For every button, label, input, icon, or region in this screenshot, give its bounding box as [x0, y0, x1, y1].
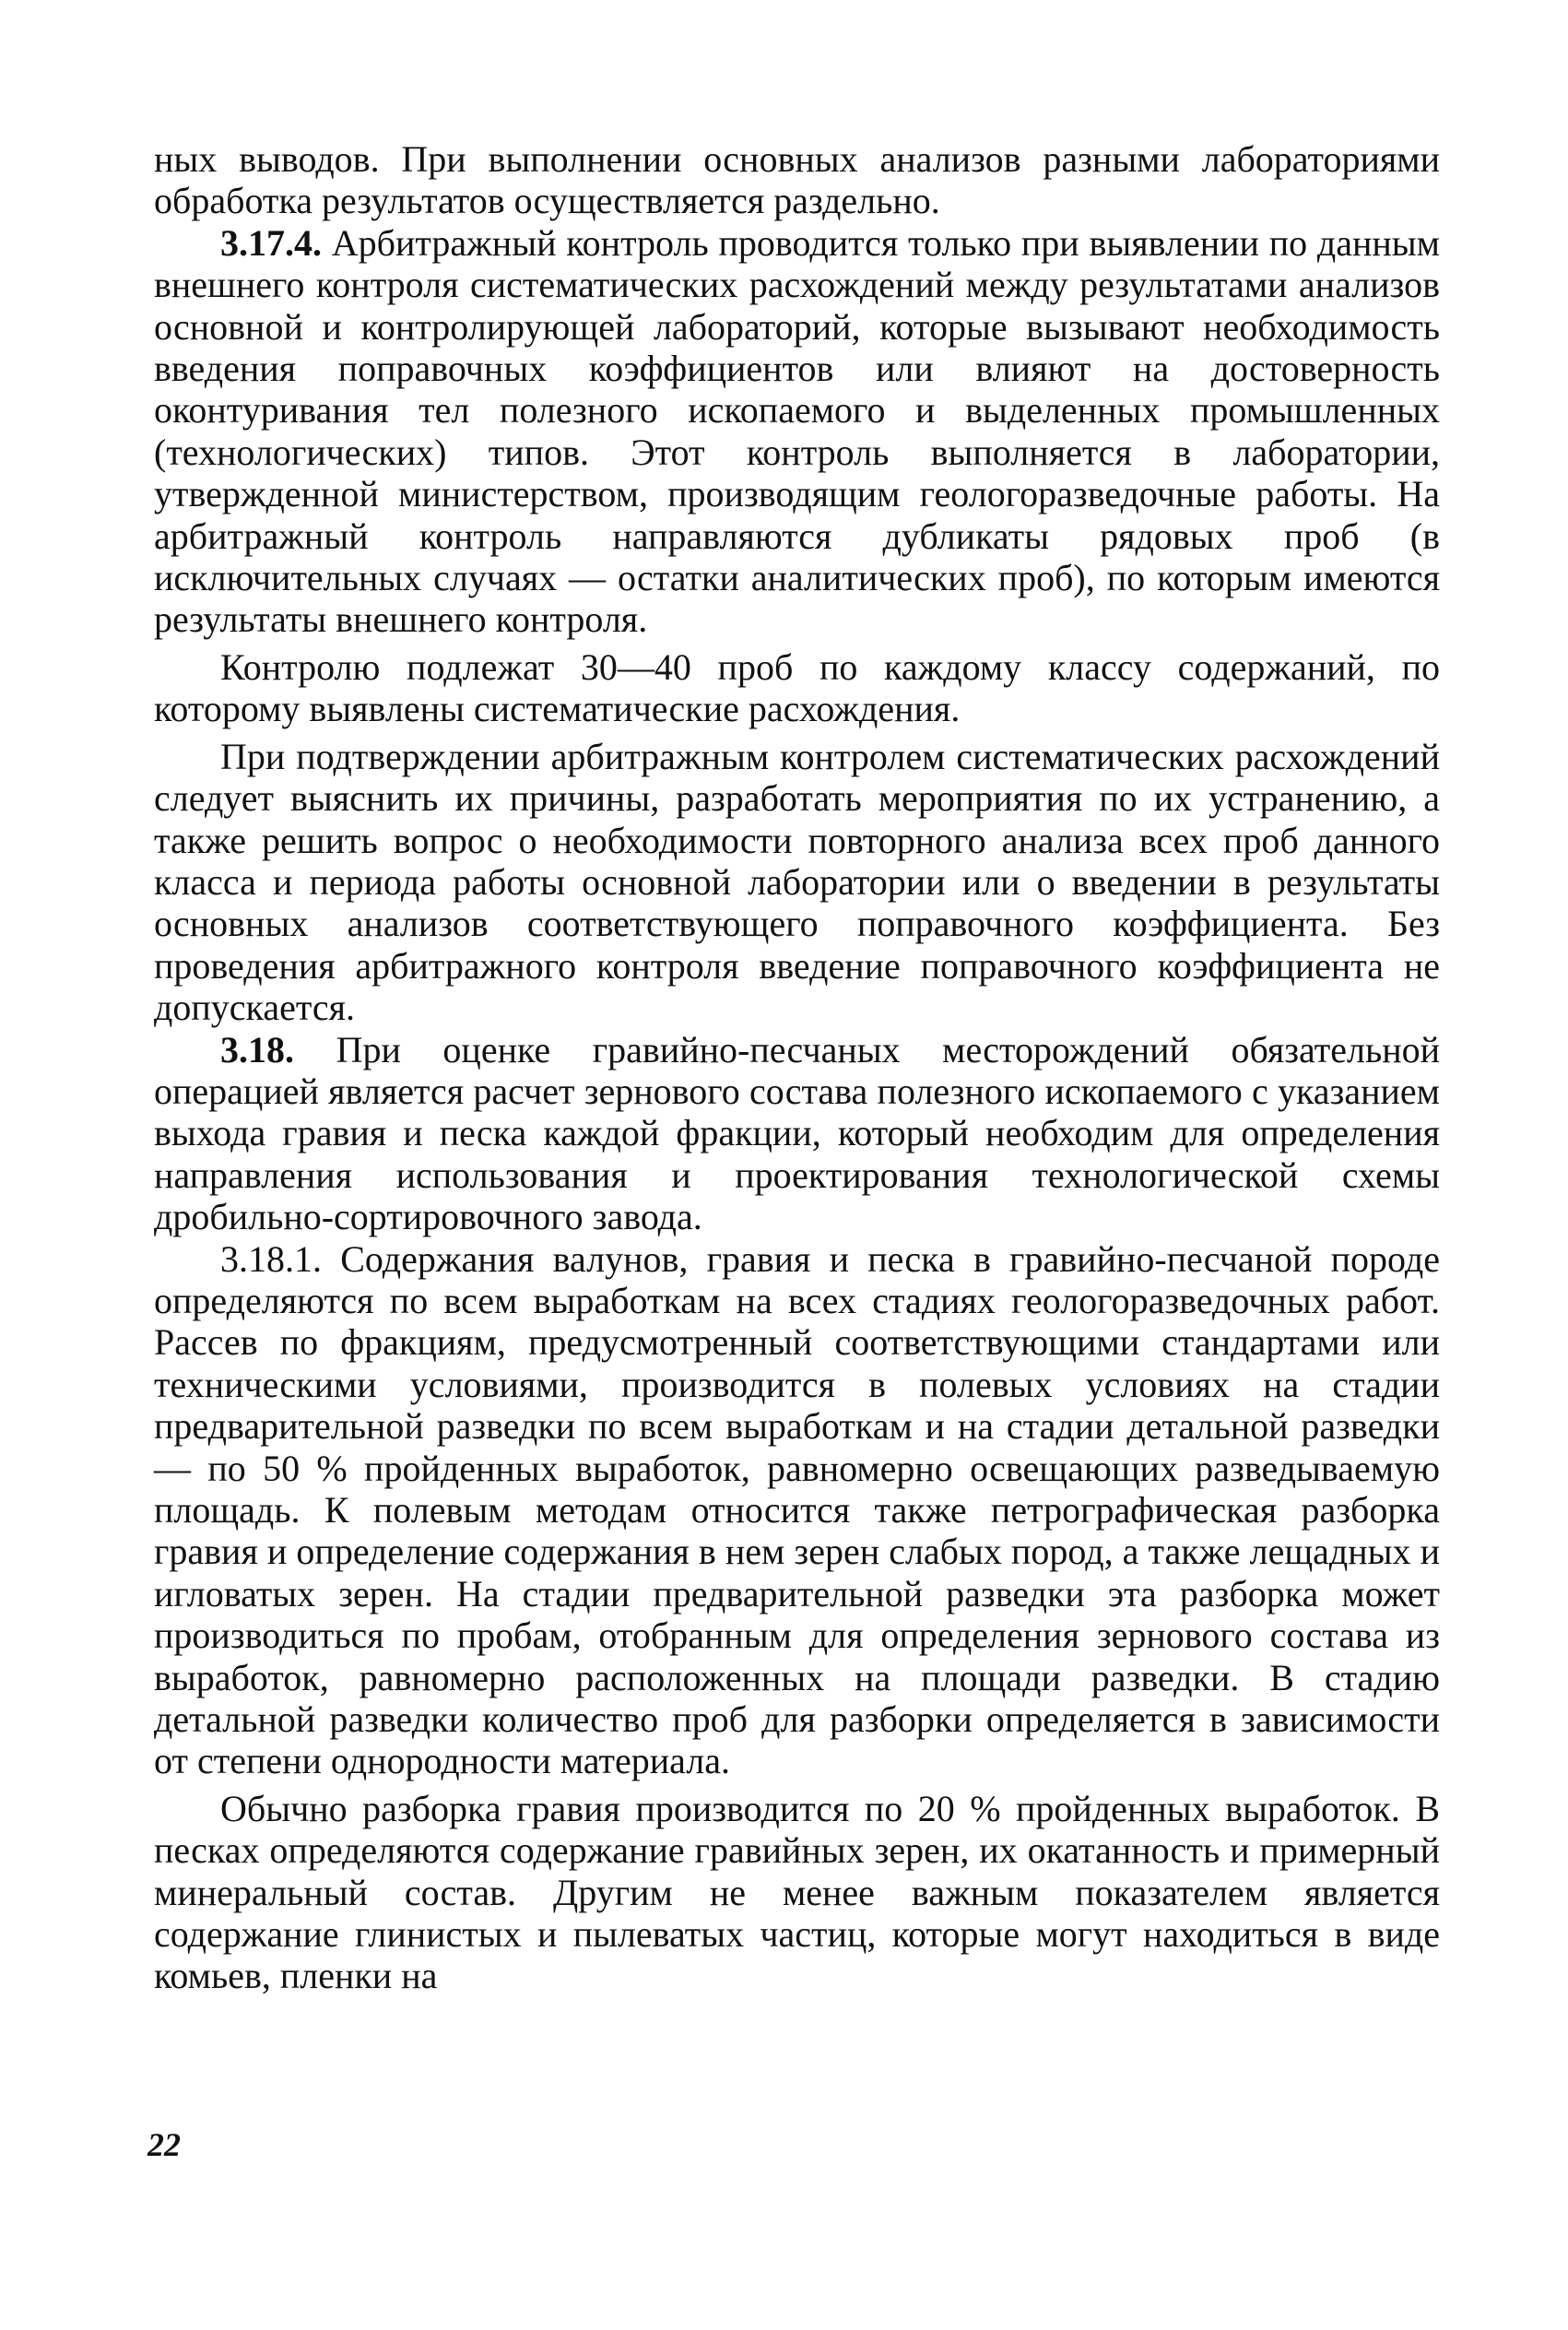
paragraph-3-17-4: 3.17.4. Арбитражный контроль проводится только при выявлении по данным внешнего контроля систематических расхождений между результатами анализов основной и контролирующей лабораторий, которые вызывают необходимость введения поправочных коэффициентов или влияют на достоверность оконтуривания тел полезного ископаемого и выделенных промышленных (технологических) типов. Этот контроль выполняется в лаборатории, утвержденной министерством, производящим геологоразведочные работы. На арбитражный контроль направляются дубликаты рядовых проб (в исключительных случаях — остатки аналитических проб), по которым имеются результаты внешнего контроля.: [154, 221, 1440, 641]
paragraph-arbitration-confirmation: При подтверждении арбитражным контролем систематических расхождений следует выяснить их причины, разработать мероприятия по их устранению, а также решить вопрос о необходимости повторного анализа всех проб данного класса и периода работы основной лаборатории или о введении в результаты основных анализов соответствующего поправочного коэффициента. Без проведения арбитражного контроля введение поправочного коэффициента не допускается.: [154, 735, 1440, 1029]
paragraph-gravel-sorting: Обычно разборка гравия производится по 20 % пройденных выработок. В песках определяются содержание гравийных зерен, их окатанность и примерный минеральный состав. Другим не менее важным показателем является содержание глинистых и пылеватых частиц, которые могут находиться в виде комьев, пленки на: [154, 1787, 1440, 1997]
paragraph-control-count: Контролю подлежат 30—40 проб по каждому классу содержаний, по которому выявлены систематические расхождения.: [154, 645, 1440, 730]
paragraph-3-18-1: 3.18.1. Содержания валунов, гравия и песка в гравийно-песчаной породе определяются по всем выработкам на всех стадиях геологоразведочных работ. Рассев по фракциям, предусмотренный соответствующими стандартами или техническими условиями, производится в полевых условиях на стадии предварительной разведки по всем выработкам и на стадии детальной разведки — по 50 % пройденных выработок, равномерно освещающих разведываемую площадь. К полевым методам относится также петрографическая разборка гравия и определение содержания в нем зерен слабых пород, а также лещадных и игловатых зерен. На стадии предварительной разведки эта разборка может производиться по пробам, отобранным для определения зернового состава из выработок, равномерно расположенных на площади разведки. В стадию детальной разведки количество проб для разборки определяется в зависимости от степени однородности материала.: [154, 1237, 1440, 1782]
section-number: 3.18.: [220, 1028, 294, 1070]
page-number: 22: [147, 2126, 181, 2163]
page-body: [154, 138, 1440, 1997]
section-number: 3.17.4.: [220, 221, 322, 264]
paragraph-continuation: ных выводов. При выполнении основных анализов разными лабораториями обработка результатов осуществляется раздельно.: [154, 138, 1440, 222]
paragraph-3-18: 3.18. При оценке гравийно-песчаных месторождений обязательной операцией является расчет зернового состава полезного ископаемого с указанием выхода гравия и песка каждой фракции, который необходим для определения направления использования и проектирования технологической схемы дробильно-сортировочного завода.: [154, 1028, 1440, 1238]
